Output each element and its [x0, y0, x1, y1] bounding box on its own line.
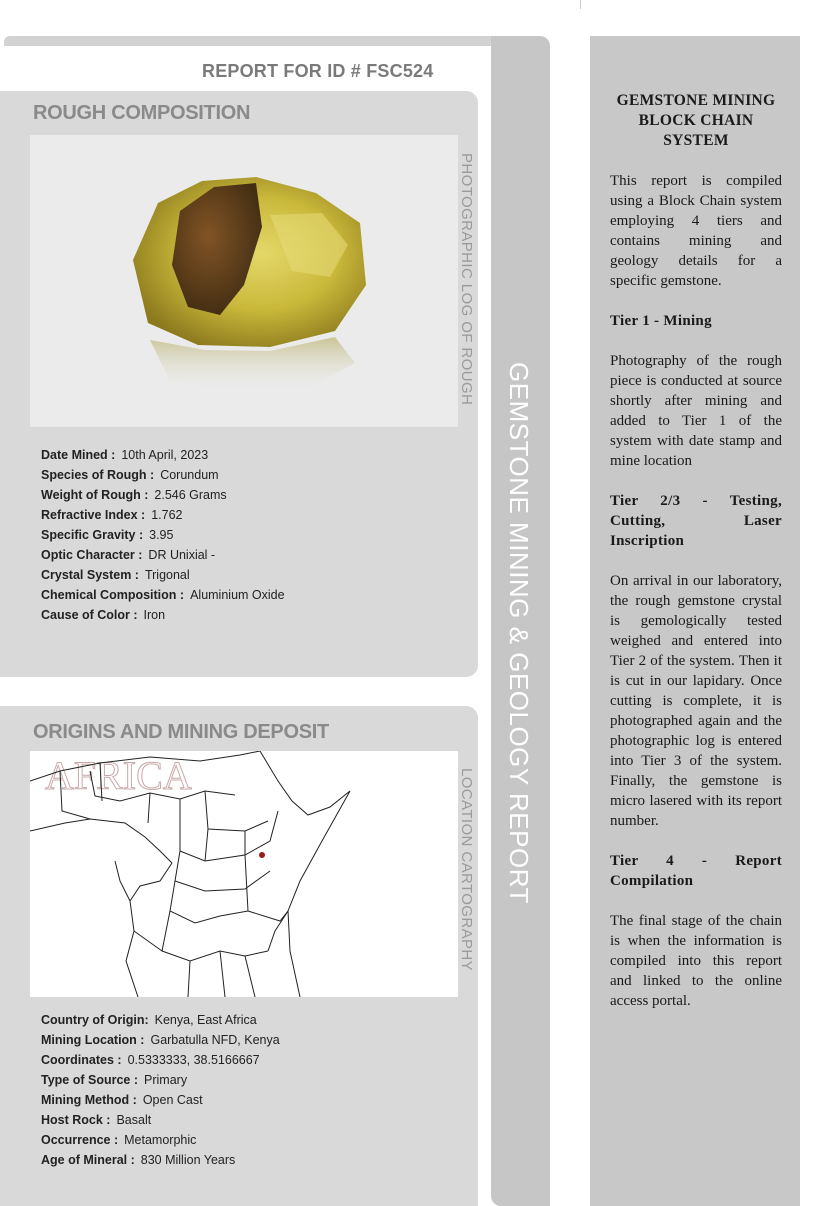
header-bar	[4, 36, 544, 46]
photographic-log-label: PHOTOGRAPHIC LOG OF ROUGH	[458, 153, 475, 406]
top-divider-tick	[580, 0, 581, 9]
tier23-heading: Tier 2/3 - Testing, Cutting, Laser Inscription	[610, 493, 782, 549]
detail-row: Age of Mineral : 830 Million Years	[41, 1153, 236, 1167]
mine-location-marker	[259, 852, 265, 858]
map-title-text: AFRICA	[45, 753, 192, 798]
rough-photo	[30, 135, 458, 427]
sidebar-intro: This report is compiled using a Block Chain system employing 4 tiers and contains mining and geology details for a specific gemstone.	[610, 173, 782, 289]
origin-details	[41, 1010, 280, 1170]
detail-row: Optic Character : DR Unixial -	[41, 548, 216, 562]
detail-row: Type of Source : Primary	[41, 1073, 188, 1087]
detail-row: Occurrence : Metamorphic	[41, 1133, 197, 1147]
map-margin	[426, 751, 458, 997]
detail-row: Species of Rough : Corundum	[41, 468, 219, 482]
spine-title: GEMSTONE MINING & GEOLOGY REPORT	[504, 362, 534, 904]
detail-row: Refractive Index : 1.762	[41, 508, 183, 522]
detail-row: Weight of Rough : 2.546 Grams	[41, 488, 227, 502]
location-cartography-label: LOCATION CARTOGRAPHY	[458, 768, 475, 972]
detail-row: Crystal System : Trigonal	[41, 568, 190, 582]
report-spine	[491, 36, 550, 1206]
detail-row: Mining Location : Garbatulla NFD, Kenya	[41, 1033, 280, 1047]
africa-map	[30, 751, 426, 997]
detail-row: Date Mined : 10th April, 2023	[41, 448, 209, 462]
detail-row: Cause of Color : Iron	[41, 608, 166, 622]
tier1-text: Photography of the rough piece is conducted at source shortly after mining and added to Tier 1 of the system with date stamp and mine location	[610, 353, 782, 469]
detail-row: Host Rock : Basalt	[41, 1113, 152, 1127]
tier4-heading: Tier 4 - Report Compilation	[610, 853, 782, 889]
map-image	[30, 751, 426, 997]
tier23-text: On arrival in our laboratory, the rough gemstone crystal is gemologically tested weighed and entered into Tier 2 of the system. Then it is cut in our lapidary. Once cutting is complete, it is photographed again and the photographic log is entered into Tier 3 of the system. Finally, the gemstone is micro lasered with its report number.	[610, 573, 782, 829]
detail-row: Specific Gravity : 3.95	[41, 528, 174, 542]
origins-panel	[0, 706, 478, 1206]
origins-title: ORIGINS AND MINING DEPOSIT	[33, 721, 329, 743]
rough-details	[41, 445, 285, 625]
sidebar-content	[610, 91, 782, 1031]
rough-composition-panel	[0, 91, 478, 677]
tier4-text: The final stage of the chain is when the information is compiled into this report and linked to the online access portal.	[610, 913, 782, 1009]
detail-row: Chemical Composition : Aluminium Oxide	[41, 588, 285, 602]
gemstone-image	[30, 135, 458, 427]
report-id-title: REPORT FOR ID # FSC524	[202, 61, 434, 81]
rough-composition-title: ROUGH COMPOSITION	[33, 102, 251, 124]
tier1-heading: Tier 1 - Mining	[610, 313, 712, 329]
detail-row: Mining Method : Open Cast	[41, 1093, 203, 1107]
detail-row: Coordinates : 0.5333333, 38.5166667	[41, 1053, 260, 1067]
sidebar-title: GEMSTONE MINING BLOCK CHAIN SYSTEM	[616, 92, 776, 149]
blockchain-sidebar	[590, 36, 800, 1206]
detail-row: Country of Origin: Kenya, East Africa	[41, 1013, 257, 1027]
